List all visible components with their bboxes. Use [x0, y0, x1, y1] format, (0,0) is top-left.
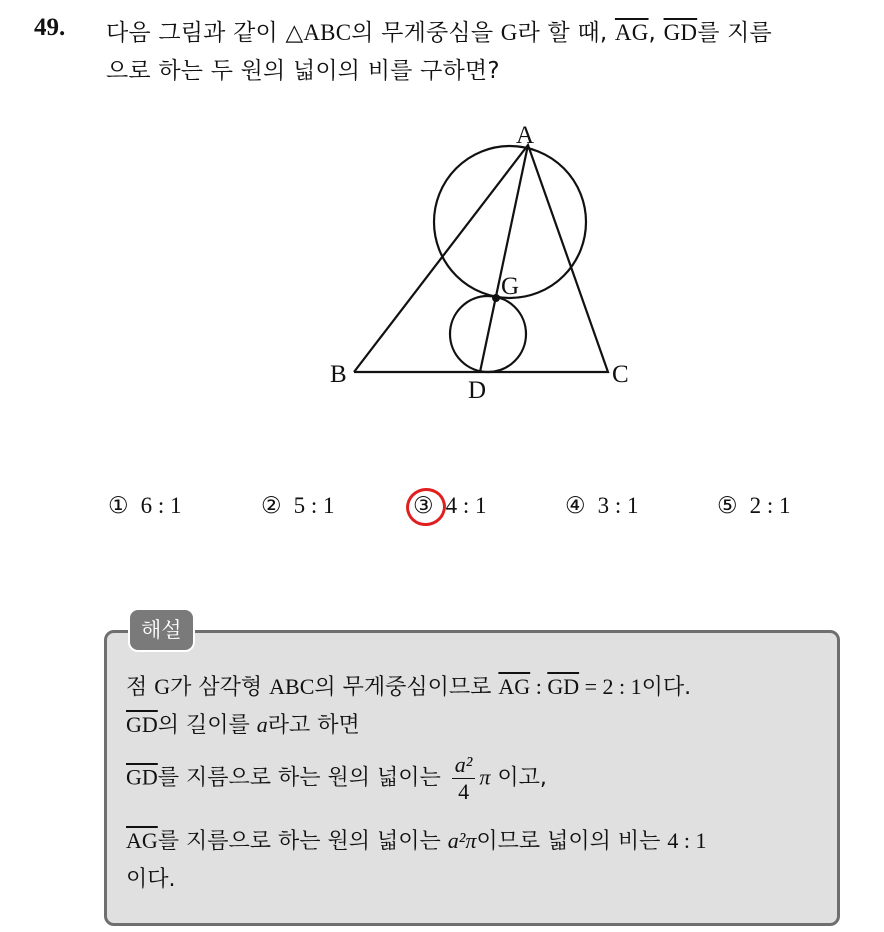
question-text-part: 를 지름 [697, 20, 772, 46]
solution-line-1 [126, 670, 832, 701]
sol-segment-gd: $\overline{GD}$ [126, 764, 158, 790]
choice-text: 5 : 1 [293, 493, 335, 518]
sol-text: 점 [126, 675, 155, 700]
choice-2[interactable] [261, 493, 335, 519]
choice-text: 6 : 1 [140, 493, 182, 518]
sol-math: G [154, 674, 171, 699]
centroid-label: G [500, 20, 518, 45]
sol-math: : [530, 674, 548, 699]
choice-1[interactable] [108, 493, 182, 519]
sol-text: 가 삼각형 [170, 675, 270, 700]
triangle-abc [354, 145, 608, 372]
sol-text: 를 지름으로 하는 원의 넓이는 [157, 829, 448, 854]
choice-4[interactable] [565, 493, 639, 519]
question-text-part: , [648, 20, 664, 46]
label-a: A [516, 122, 535, 149]
choice-number: ③ [413, 493, 434, 519]
sol-variable: a [256, 712, 268, 737]
sol-text: 의 무게중심이므로 [314, 675, 499, 700]
sol-text: 를 지름으로 하는 원의 넓이는 [157, 765, 448, 791]
solution-line-3 [126, 752, 832, 805]
question-text-part: 라 할 때, [517, 20, 615, 46]
label-c: C [612, 361, 629, 388]
sol-math: ABC [269, 674, 315, 699]
fraction-denominator: 4 [458, 779, 470, 804]
choice-number: ④ [565, 493, 586, 519]
segment-gd: $\overline{GD}$ [663, 20, 698, 45]
centroid-point [492, 294, 500, 302]
solution-badge: 해설 [128, 608, 195, 652]
sol-pi: π [479, 764, 491, 790]
triangle-label: △ABC [285, 20, 352, 45]
sol-text: 이다. [126, 867, 176, 892]
choice-number: ② [261, 493, 282, 519]
label-g: G [501, 273, 520, 300]
sol-ratio: 4 : 1 [667, 828, 707, 853]
solution-line-2 [126, 708, 832, 739]
question-text-part: 다음 그림과 같이 [106, 20, 286, 46]
choice-number: ⑤ [717, 493, 738, 519]
question-text-part: 의 무게중심을 [351, 20, 501, 46]
sol-segment-gd: $\overline{GD}$ [126, 712, 158, 737]
sol-math: = 2 : 1 [579, 674, 642, 699]
sol-segment-ag: $\overline{AG}$ [498, 674, 531, 699]
sol-text: 이다. [641, 675, 692, 700]
choice-text: 4 : 1 [445, 493, 487, 518]
label-b: B [330, 361, 347, 388]
fraction [452, 752, 476, 805]
sol-segment-gd: $\overline{GD}$ [547, 674, 580, 699]
sol-segment-ag: $\overline{AG}$ [126, 828, 158, 853]
sol-text: 이고, [490, 765, 547, 791]
sol-expression: a²π [447, 828, 477, 853]
question-number: 49. [34, 14, 66, 41]
choice-5[interactable] [717, 493, 791, 519]
sol-text: 이므로 넓이의 비는 [476, 829, 668, 854]
choice-number: ① [108, 493, 129, 519]
choice-text: 3 : 1 [597, 493, 639, 518]
median-ad [480, 145, 528, 372]
choice-text: 2 : 1 [749, 493, 791, 518]
sol-text: 의 길이를 [157, 713, 257, 738]
fraction-numerator: a² [452, 752, 476, 779]
label-d: D [468, 377, 487, 404]
segment-ag: $\overline{AG}$ [614, 20, 649, 45]
question-text-line2: 으로 하는 두 원의 넓이의 비를 구하면? [106, 58, 500, 84]
solution-line-5 [126, 862, 832, 893]
sol-text: 라고 하면 [267, 713, 360, 738]
solution-line-4 [126, 824, 832, 855]
